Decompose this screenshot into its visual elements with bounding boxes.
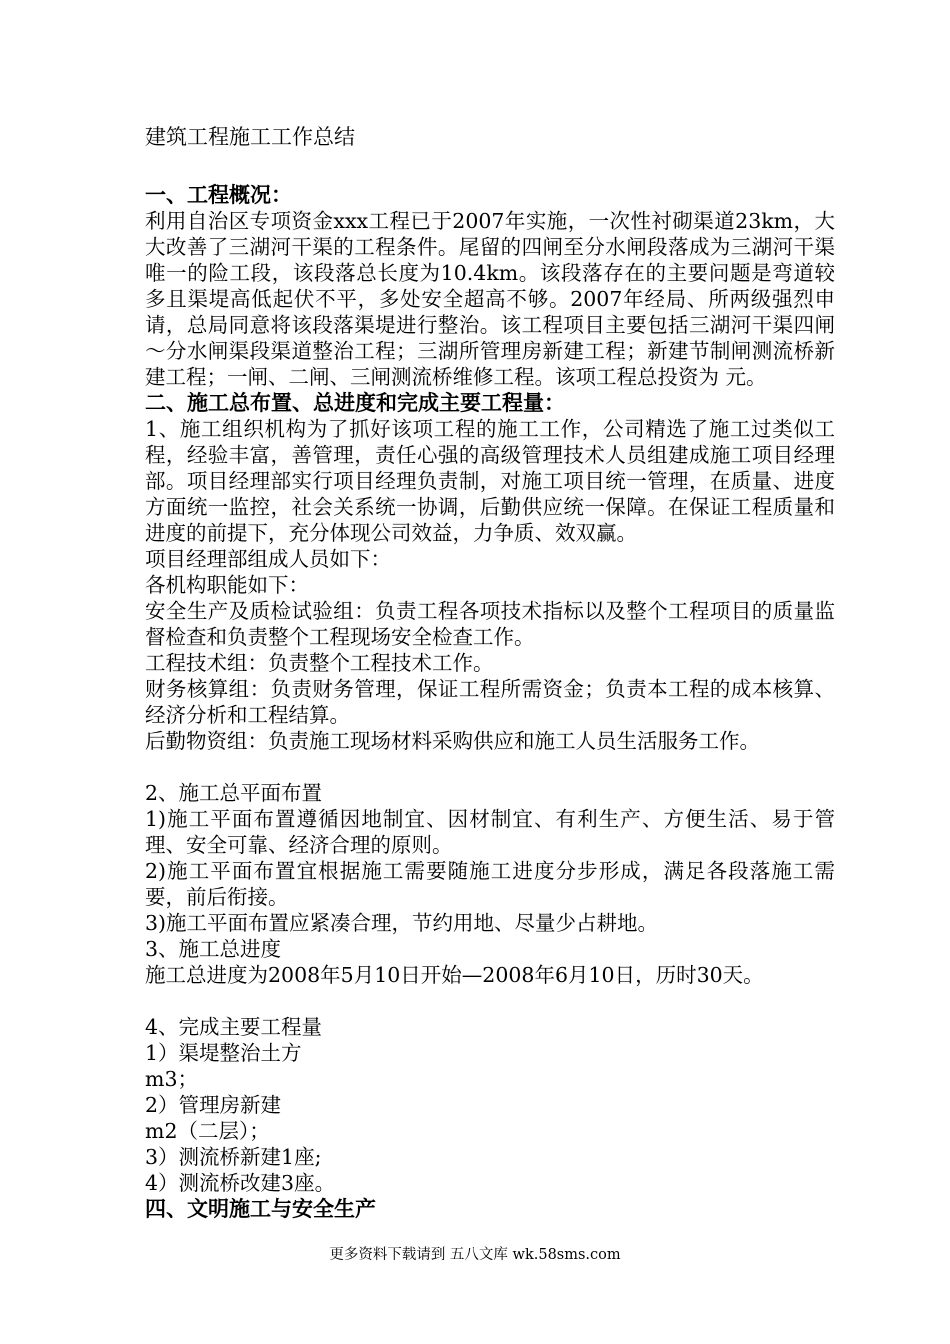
tech-group-paragraph: 工程技术组：负责整个工程技术工作。 <box>145 651 494 675</box>
members-line: 项目经理部组成人员如下： <box>145 547 391 571</box>
footer-link-text[interactable]: 更多资料下载请到 五八文库 wk.58sms.com <box>329 1247 621 1263</box>
section4-heading: 四、文明施工与安全生产 <box>145 1196 376 1221</box>
quantity-item-1: 1）渠堤整治土方 <box>145 1041 302 1065</box>
document-page <box>145 118 835 1222</box>
quantity-item-3: 3）测流桥新建1座; <box>145 1145 322 1169</box>
finance-group-paragraph: 财务核算组：负责财务管理，保证工程所需资金；负责本工程的成本核算、经济分析和工程结算。 <box>145 677 835 727</box>
section2-heading: 二、施工总布置、总进度和完成主要工程量： <box>145 390 565 415</box>
blank-line <box>145 754 835 780</box>
safety-group-paragraph: 安全生产及质检试验组：负责工程各项技术指标以及整个工程项目的质量监督检查和负责整个工程现场安全检查工作。 <box>145 599 835 649</box>
quantity-item-4: 4）测流桥改建3座。 <box>145 1171 336 1195</box>
layout-item-1: 1)施工平面布置遵循因地制宜、因材制宜、有利生产、方便生活、易于管理、安全可靠、经济合理的原则。 <box>145 807 835 857</box>
quantity-item-1-unit: m3； <box>145 1067 198 1091</box>
blank-line <box>145 156 835 182</box>
quantity-heading: 4、完成主要工程量 <box>145 1015 323 1039</box>
organization-paragraph: 1、施工组织机构为了抓好该项工程的施工工作，公司精选了施工过类似工程，经验丰富，善管理，责任心强的高级管理技术人员组建成施工项目经理部。项目经理部实行项目经理负责制，对施工项目统一管理，在质量、进度方面统一监控，社会关系统一协调，后勤供应统一保障。在保证工程质量和进度的前提下，充分体现公司效益，力争质、效双赢。 <box>145 417 835 545</box>
section1-body: 利用自治区专项资金xxx工程已于2007年实施，一次性衬砌渠道23km，大大改善了三湖河干渠的工程条件。尾留的四闸至分水闸段落成为三湖河干渠唯一的险工段，该段落总长度为10.4km。该段落存在的主要问题是弯道较多且渠堤高低起伏不平，多处安全超高不够。2007年经局、所两级强烈申请，总局同意将该段落渠堤进行整治。该工程项目主要包括三湖河干渠四闸～分水闸渠段渠道整治工程；三湖所管理房新建工程；新建节制闸测流桥新建工程；一闸、二闸、三闸测流桥维修工程。该项工程总投资为 元。 <box>145 209 835 389</box>
layout-heading: 2、施工总平面布置 <box>145 781 323 805</box>
schedule-body: 施工总进度为2008年5月10日开始—2008年6月10日，历时30天。 <box>145 963 764 987</box>
section1-heading: 一、工程概况： <box>145 182 292 207</box>
quantity-item-2-unit: m2（二层）； <box>145 1119 270 1143</box>
blank-line <box>145 988 835 1014</box>
layout-item-2: 2)施工平面布置宜根据施工需要随施工进度分步形成，满足各段落施工需要，前后衔接。 <box>145 859 835 909</box>
document-title: 建筑工程施工工作总结 <box>145 125 355 149</box>
schedule-heading: 3、施工总进度 <box>145 937 282 961</box>
functions-line: 各机构职能如下： <box>145 573 309 597</box>
logistics-group-paragraph: 后勤物资组：负责施工现场材料采购供应和施工人员生活服务工作。 <box>145 729 760 753</box>
layout-item-3: 3)施工平面布置应紧凑合理，节约用地、尽量少占耕地。 <box>145 911 659 935</box>
quantity-item-2: 2）管理房新建 <box>145 1093 282 1117</box>
